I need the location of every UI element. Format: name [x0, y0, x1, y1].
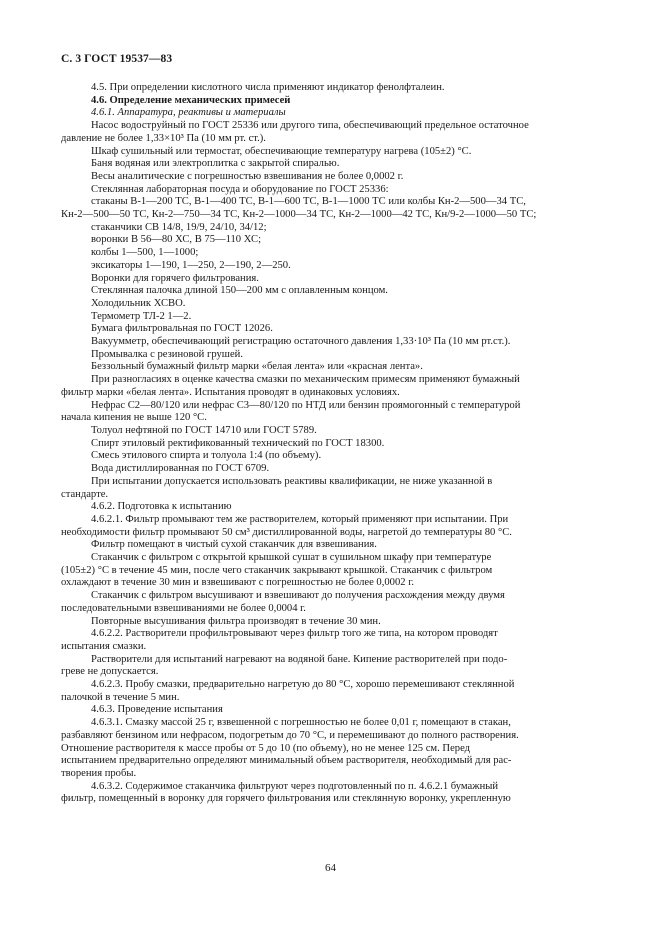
text-line: При разногласиях в оценке качества смазки по механическим примесям применяют бумажный	[91, 374, 520, 386]
text-line: Баня водяная или электроплитка с закрытой спиралью.	[91, 158, 340, 170]
text-line: Термометр ТЛ-2 1—2.	[91, 310, 192, 322]
text-line: Вода дистиллированная по ГОСТ 6709.	[91, 463, 270, 475]
text-line: 4.5. При определении кислотного числа применяют индикатор фенолфталеин.	[91, 82, 445, 93]
text-line: Стаканчик с фильтром с открытой крышкой сушат в сушильном шкафу при температуре	[91, 552, 492, 564]
text-line: воронки В 56—80 ХС, В 75—110 ХС;	[91, 234, 262, 246]
text-line: творения пробы.	[61, 767, 137, 779]
text-line: Фильтр помещают в чистый сухой стаканчик для взвешивания.	[91, 539, 377, 551]
page-number: 64	[325, 862, 336, 874]
text-line: Отношение растворителя к массе пробы от 5 до 10 (по объему), но не менее 125 см. Перед	[61, 742, 471, 754]
text-line: фильтр, помещенный в воронку для горячего фильтрования или стеклянную воронку, укрепленную	[61, 793, 511, 805]
document-body	[61, 82, 600, 806]
text-line: Повторные высушивания фильтра производят в течение 30 мин.	[91, 615, 381, 627]
page-header: С. 3 ГОСТ 19537—83	[61, 53, 173, 65]
text-line: стаканы В-1—200 ТС, В-1—400 ТС, В-1—600 ТС, В-1—1000 ТС или колбы Кн-2—500—34 ТС,	[91, 196, 526, 208]
text-line: Весы аналитические с погрешностью взвешивания не более 0,0002 г.	[91, 170, 404, 182]
text-line: Растворители для испытаний нагревают на водяной бане. Кипение растворителей при подо-	[91, 653, 508, 665]
text-line: Бумага фильтровальная по ГОСТ 12026.	[91, 323, 273, 335]
text-line: Насос водоструйный по ГОСТ 25336 или другого типа, обеспечивающий предельное остаточное	[91, 120, 529, 132]
text-line: Толуол нефтяной по ГОСТ 14710 или ГОСТ 5789.	[91, 424, 317, 436]
text-line: При испытании допускается использовать реактивы квалификации, не ниже указанной в	[91, 475, 493, 487]
text-line: фильтр марки «белая лента». Испытания проводят в одинаковых условиях.	[61, 386, 400, 398]
text-line: 4.6.2. Подготовка к испытанию	[91, 501, 232, 513]
text-line: 4.6.3.2. Содержимое стаканчика фильтруют через подготовленный по п. 4.6.2.1 бумажный	[91, 780, 499, 792]
text-line: палочкой в течение 5 мин.	[61, 691, 180, 703]
text-line: Промывалка с резиновой грушей.	[91, 348, 243, 360]
text-line: давление не более 1,33×10³ Па (10 мм рт. ст.).	[61, 132, 266, 144]
text-line: Шкаф сушильный или термостат, обеспечивающие температуру нагрева (105±2) °С.	[91, 145, 472, 157]
text-line: Кн-2—500—50 ТС, Кн-2—750—34 ТС, Кн-2—1000—34 ТС, Кн-2—1000—42 ТС, Кн/9-2—1000—50 ТС;	[61, 209, 537, 221]
text-line: стандарте.	[61, 488, 109, 500]
text-line: эксикаторы 1—190, 1—250, 2—190, 2—250.	[91, 259, 291, 271]
text-line: начала кипения не выше 120 °С.	[61, 412, 207, 424]
text-line: последовательными взвешиваниями не более 0,0004 г.	[61, 602, 306, 614]
text-line: греве не допускается.	[61, 666, 159, 678]
text-line: испытания смазки.	[61, 640, 147, 652]
text-line: испытанием предварительно определяют минимальный объем растворителя, необходимый для рас-	[61, 755, 512, 767]
text-line: 4.6.2.2. Растворители профильтровывают через фильтр того же типа, на котором проводят	[91, 628, 498, 640]
text-line: колбы 1—500, 1—1000;	[91, 247, 199, 259]
text-line: Воронки для горячего фильтрования.	[91, 272, 259, 284]
text-line: (105±2) °С в течение 45 мин, после чего стаканчик закрывают крышкой. Стаканчик с фильтром	[61, 564, 493, 576]
text-line: 4.6.2.3. Пробу смазки, предварительно нагретую до 80 °С, хорошо перемешивают стеклянной	[91, 679, 515, 691]
text-line: 4.6.3. Проведение испытания	[91, 704, 223, 716]
text-line: разбавляют бензином или нефрасом, подогретым до 70 °С, и перемешивают до полного растворения.	[61, 729, 519, 741]
text-line: Стаканчик с фильтром высушивают и взвешивают до получения расхождения между двумя	[91, 590, 505, 602]
text-line: 4.6.3.1. Смазку массой 25 г, взвешенной с погрешностью не более 0,01 г, помещают в стакан,	[91, 717, 511, 729]
text-line: Беззольный бумажный фильтр марки «белая лента» или «красная лента».	[91, 361, 423, 373]
text-line: охлаждают в течение 30 мин и взвешивают с погрешностью не более 0,0002 г.	[61, 577, 415, 589]
text-line: Смесь этилового спирта и толуола 1:4 (по объему).	[91, 450, 322, 462]
text-line: Холодильник ХСВО.	[91, 297, 186, 309]
text-line: необходимости фильтр промывают 50 см³ дистиллированной воды, нагретой до температуры 80 °С.	[61, 526, 512, 538]
text-line: Стеклянная палочка длиной 150—200 мм с оплавленным концом.	[91, 285, 388, 297]
text-line: Нефрас С2—80/120 или нефрас С3—80/120 по НТД или бензин проямогонный с температурой	[91, 399, 521, 411]
text-line: Спирт этиловый ректификованный технический по ГОСТ 18300.	[91, 437, 385, 449]
text-line: 4.6. Определение механических примесей	[91, 94, 291, 106]
text-line: Стеклянная лабораторная посуда и оборудование по ГОСТ 25336:	[91, 183, 389, 195]
text-line: Вакуумметр, обеспечивающий регистрацию остаточного давления 1,33·10³ Па (10 мм рт.ст.).	[91, 336, 511, 348]
text-line: стаканчики СВ 14/8, 19/9, 24/10, 34/12;	[91, 221, 267, 233]
text-line: 4.6.1. Аппаратура, реактивы и материалы	[91, 107, 286, 119]
text-line: 4.6.2.1. Фильтр промывают тем же растворителем, который применяют при испытании. При	[91, 513, 509, 525]
